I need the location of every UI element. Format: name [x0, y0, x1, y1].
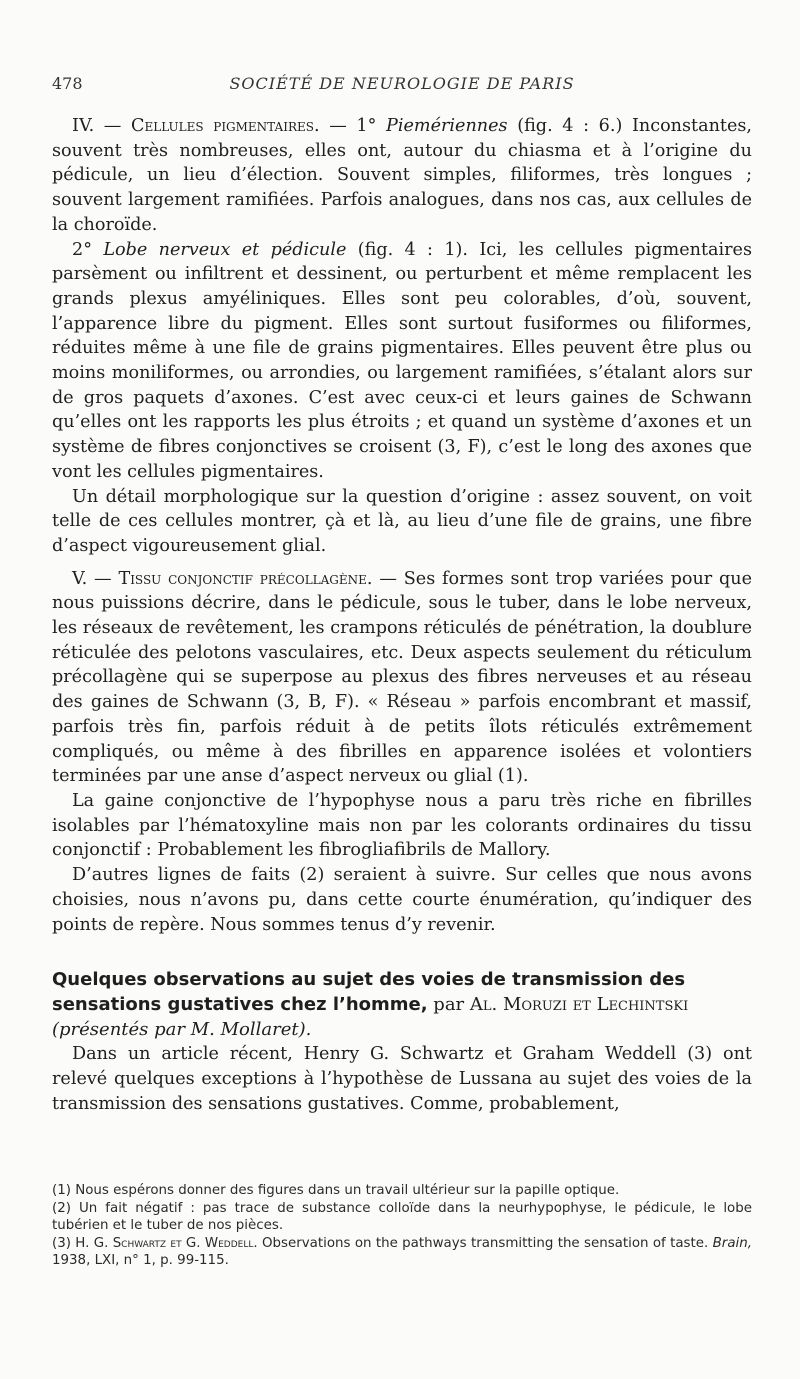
subheading-piemeriennes: Piemériennes [386, 116, 508, 136]
text-run: (fig. 4 : 1). Ici, les cellules pigmentaires parsèment ou infiltrent et dessinent, ou perturbent et même remplacent les grands plexus amyéliniques. Elles sont peu colorables, d’où, souvent, l’apparence libre du pigment. Elles sont surtout fusiformes ou filiformes, réduites même à une file de grains pigmentaires. Elles peuvent être plus ou moins moniliformes, ou arrondies, ou largement ramifiées, s’étalant alors sur de gros paquets d’axones. C’est avec ceux-ci et leurs gaines de Schwann qu’elles ont les rapports les plus étroits ; et quand un système d’axones et un système de fibres conjonctives se croisent (3, F), c’est le long des axones que vont les cellules pigmentaires. [52, 239, 752, 482]
page-number: 478 [52, 74, 83, 93]
running-header [52, 74, 752, 96]
article-authors: Al. Moruzi et Lechintski [469, 994, 689, 1016]
section-iv-numeral: IV. — [72, 116, 122, 136]
text-run: — 1° [329, 116, 387, 136]
text-run: 1938, LXI, n° 1, p. 99-115. [52, 1253, 229, 1268]
footnote-authors: Schwartz et G. Weddell. [112, 1235, 258, 1251]
text-run: (3) H. G. [52, 1235, 113, 1251]
article-presented-by: (présentés par M. Mollaret). [52, 1019, 312, 1041]
text-run: — Ses formes sont trop variées pour que nous puissions décrire, dans le pédicule, sous le tuber, dans le lobe nerveux, les réseaux de revêtement, les crampons réticulés de pénétration, la doublure réticulée des pelotons vasculaires, etc. Deux aspects seulement du réticulum précollagène qui se superpose au plexus des fibres nerveuses et au réseau des gaines de Schwann (3, B, F). « Réseau » parfois encombrant et massif, parfois très fin, parfois réduit à de petits îlots réticulés extrêmement compliqués, ou même à des fibrilles en apparence isolées et volontiers terminées par une anse d’aspect nerveux ou glial (1). [52, 568, 752, 787]
footnote-1: (1) Nous espérons donner des figures dans un travail ultérieur sur la papille optique. [52, 1183, 620, 1198]
section-v-paragraph-2: La gaine conjonctive de l’hypophyse nous a paru très riche en fibrilles isolables par l’hématoxyline mais non par les colorants ordinaires du tissu conjonctif : Probablement les fibrogliafibrils de Mallory. [52, 790, 752, 861]
article-heading [52, 967, 752, 1042]
body-text [52, 114, 752, 1116]
section-iv-paragraph-3: Un détail morphologique sur la question d’origine : assez souvent, on voit telle de ces cellules montrer, çà et là, au lieu d’une file de grains, une fibre d’aspect vigoureusement glial. [52, 486, 752, 556]
footnotes [52, 1182, 752, 1270]
article-title: Quelques observations au sujet des voies de transmission des sensations gustatives chez l’homme, [52, 969, 686, 1016]
section-v-paragraph-1 [52, 567, 752, 789]
section-v-title: Tissu conjonctif précollagène. [118, 568, 373, 589]
journal-title: SOCIÉTÉ DE NEUROLOGIE DE PARIS [229, 74, 575, 93]
section-iv-paragraph-1 [52, 114, 752, 238]
section-iv-title: Cellules pigmentaires. [131, 116, 320, 136]
footnote-3 [52, 1235, 752, 1270]
footnote-2: (2) Un fait négatif : pas trace de substance colloïde dans la neurhypophyse, le pédicule, le lobe tubérien et le tuber de nos pièces. [52, 1200, 752, 1233]
footnote-journal: Brain, [712, 1235, 752, 1251]
text-run: (fig. 4 : 6.) Inconstantes, souvent très nombreuses, elles ont, autour du chiasma et à l’origine du pédicule, un lieu d’élection. Souvent simples, filiformes, très longues ; souvent largement ramifiées. Parfois analogues, dans nos cas, aux cellules de la choroïde. [52, 116, 753, 235]
text-run: 2° [72, 239, 104, 260]
section-v-numeral: V. — [72, 568, 112, 589]
text-run: par [427, 994, 470, 1016]
section-v-paragraph-3: D’autres lignes de faits (2) seraient à suivre. Sur celles que nous avons choisies, nous n’avons pu, dans cette courte énumération, qu’indiquer des points de repère. Nous sommes tenus d’y revenir. [52, 865, 752, 935]
text-run: Observations on the pathways transmitting the sensation of taste. [257, 1235, 713, 1251]
subheading-lobe-nerveux: Lobe nerveux et pédicule [103, 239, 347, 260]
section-iv-paragraph-2 [52, 238, 752, 485]
article-paragraph-1: Dans un article récent, Henry G. Schwartz et Graham Weddell (3) ont relevé quelques exceptions à l’hypothèse de Lussana au sujet des voies de la transmission des sensations gustatives. Comme, probablement, [52, 1044, 752, 1114]
